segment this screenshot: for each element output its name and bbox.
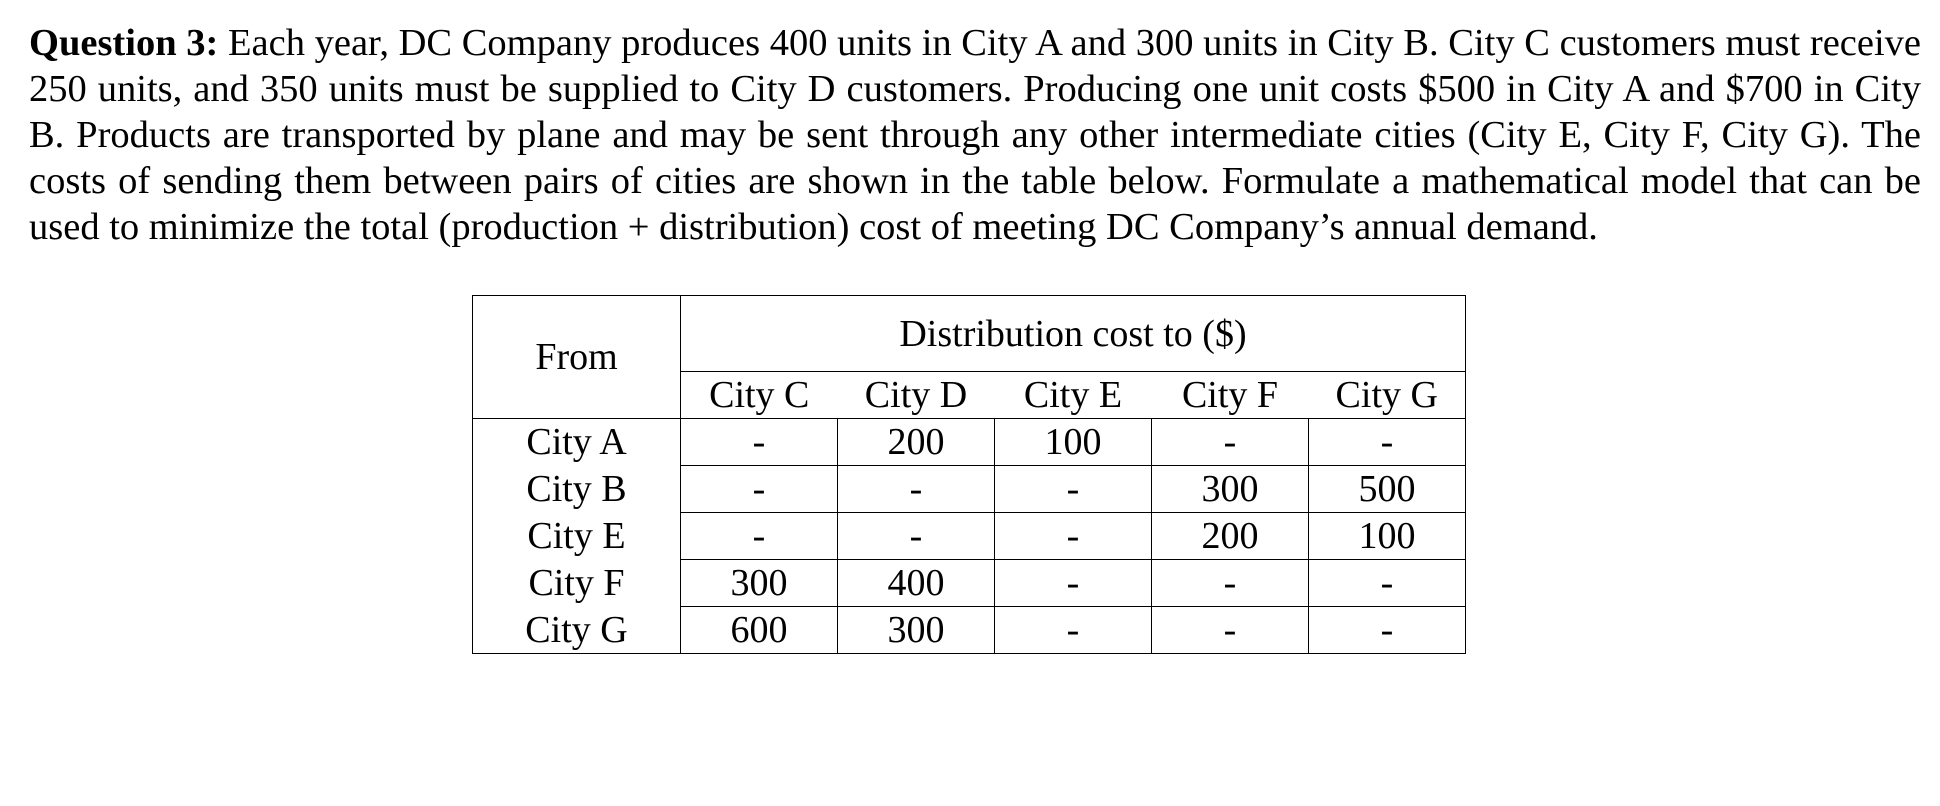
table-cell: - [838,513,995,560]
question-text [29,20,1921,250]
table-cell: 300 [681,560,838,607]
row-label-city-a: City A [473,419,681,466]
table-row [473,466,1466,513]
distribution-cost-table [472,295,1466,654]
table-cell: - [1152,560,1309,607]
table-cell: - [681,513,838,560]
table-cell: - [681,466,838,513]
distribution-cost-header: Distribution cost to ($) [681,296,1466,372]
table-cell: - [1152,607,1309,654]
table-cell: - [995,560,1152,607]
table-cell: 400 [838,560,995,607]
row-label-city-f: City F [473,560,681,607]
table-cell: - [681,419,838,466]
table-row [473,560,1466,607]
column-header-city-g: City G [1309,372,1466,419]
table-cell: 300 [838,607,995,654]
table-cell: 300 [1152,466,1309,513]
table-cell: 600 [681,607,838,654]
question-body: Each year, DC Company produces 400 units in City A and 300 units in City B. City C customers must receive 250 units, and 350 units must be supplied to City D customers. Producing one unit costs $500 in City A and $700 in City B. Products are transported by plane and may be sent through any other intermediate cities (City E, City F, City G). The costs of sending them between pairs of cities are shown in the table below. Formulate a mathematical model that can be used to minimize the total (production + distribution) cost of meeting DC Company’s annual demand. [29,22,1921,248]
table-cell: 200 [838,419,995,466]
table-row [473,419,1466,466]
table-cell: - [995,466,1152,513]
table-cell: - [995,607,1152,654]
question-label: Question 3: [29,22,219,64]
table-cell: 500 [1309,466,1466,513]
table-cell: - [1309,607,1466,654]
column-header-city-f: City F [1152,372,1309,419]
table-cell: - [1152,419,1309,466]
table-cell: - [1309,560,1466,607]
table-cell: 100 [995,419,1152,466]
from-header: From [473,296,681,419]
row-label-city-b: City B [473,466,681,513]
row-label-city-e: City E [473,513,681,560]
column-header-city-d: City D [838,372,995,419]
table-cell: 100 [1309,513,1466,560]
table-row [473,513,1466,560]
table-cell: 200 [1152,513,1309,560]
table-cell: - [838,466,995,513]
table-cell: - [995,513,1152,560]
table-cell: - [1309,419,1466,466]
table-row [473,607,1466,654]
row-label-city-g: City G [473,607,681,654]
column-header-city-e: City E [995,372,1152,419]
column-header-city-c: City C [681,372,838,419]
